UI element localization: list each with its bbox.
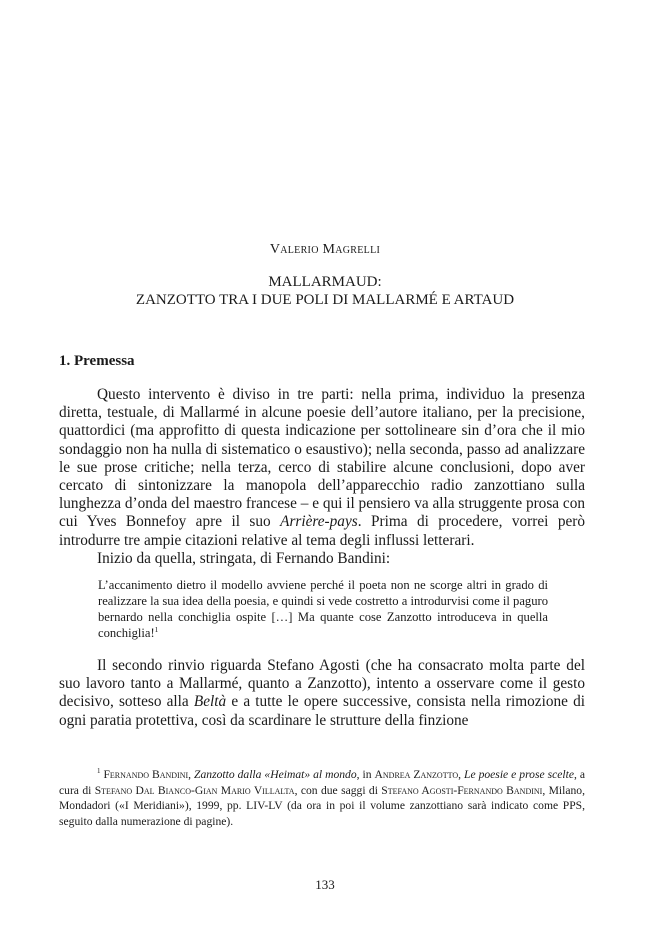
paragraph-1b: Inizio da quella, stringata, di Fernando Bandini: <box>97 549 391 567</box>
paragraph-second-reference <box>59 657 585 730</box>
chapter-title <box>0 273 650 309</box>
paragraph-1-italic: Arrière-pays <box>280 513 358 531</box>
block-quote-text: L’accanimento dietro il modello avviene perché il poeta non ne scorge altri in grado di realizzare la sua idea della poesia, e quindi si vede costretto a introdurvisi come il paguro bernardo nella conchiglia ospite […] Ma quante cose Zanzotto introduceva in quella conchiglia! <box>98 578 548 640</box>
paragraph-2-text-a: Il secondo rinvio riguarda Stefano Agosti (che ha consacrato molta parte del suo lavoro tanto a Mallarmé, quanto a Zanzotto), intento a osservare come il gesto decisivo, sotteso alla <box>59 657 585 711</box>
footnote-work-2: Le poesie e prose scelte <box>464 768 574 781</box>
footnote-reference: 1 <box>154 624 159 634</box>
section-heading: 1. Premessa <box>59 353 135 369</box>
footnote-mid-2: , a cura di <box>59 768 585 797</box>
footnote-sep-1: , <box>188 768 195 781</box>
footnote-mid-3: , con due saggi di <box>294 783 382 797</box>
paragraph-1-text-b: . Prima di procedere, vorrei però introdurre tre ampie citazioni relative al tema degli influssi letterari. <box>59 513 586 549</box>
footnote-editors: Stefano Dal Bianco-Gian Mario Villalta <box>94 783 295 797</box>
footnote-body <box>59 767 585 829</box>
paragraph-intro <box>59 386 585 568</box>
footnote-number: 1 <box>97 767 101 776</box>
paragraph-2 <box>59 657 585 730</box>
chapter-title-line-1: MALLARMAUD: <box>268 274 382 290</box>
paragraph-1-text-a: Questo intervento è diviso in tre parti: nella prima, individuo la presenza diretta, testuale, di Mallarmé in alcune poesie dell’autore italiano, per la precisione, quattordici (ma approfitto di questa indicazione per sottolineare sin d’ora che il mio sondaggio non ha nulla di sistematico o esaustivo); nella seconda, passo ad analizzare le sue prose critiche; nella terza, cerco di stabilire alcune conclusioni, dopo aver cercato di sintonizzare la manopola dell’apparecchio radio zanzottiano sulla lunghezza d’onda del maestro francese – e qui il pensiero va alla struggente prosa con cui Yves Bonnefoy apre il suo <box>59 386 585 531</box>
page-number: 133 <box>315 877 335 892</box>
footnote <box>59 767 585 829</box>
footnote-author-2: Andrea Zanzotto <box>374 768 459 781</box>
paragraph-2-text-b: e a tutte le opere successive, consista nella rimozione di ogni paratia protettiva, così da scardinare le strutture della finzione <box>59 693 585 729</box>
paragraph-1 <box>59 386 585 550</box>
footnote-mid-1: , in <box>356 768 375 781</box>
footnote-author-1: Fernando Bandini <box>103 768 189 781</box>
chapter-title-line-2: ZANZOTTO TRA I DUE POLI DI MALLARMÉ E ARTAUD <box>135 292 515 308</box>
footnote-tail: , Milano, Mondadori («I Meridiani»), 1999, pp. LIV-LV (da ora in poi il volume zanzottiano sarà indicato come PPS, seguito dalla numerazione di pagine). <box>59 783 585 828</box>
footnote-essayists: Stefano Agosti-Fernando Bandini <box>381 783 543 797</box>
footnote-work-1: Zanzotto dalla «Heimat» al mondo <box>194 768 357 781</box>
chapter-author: Valerio Magrelli <box>269 242 381 257</box>
footnote-sep-2: , <box>458 768 464 781</box>
paragraph-2-italic: Beltà <box>193 693 227 711</box>
block-quote <box>98 577 548 641</box>
